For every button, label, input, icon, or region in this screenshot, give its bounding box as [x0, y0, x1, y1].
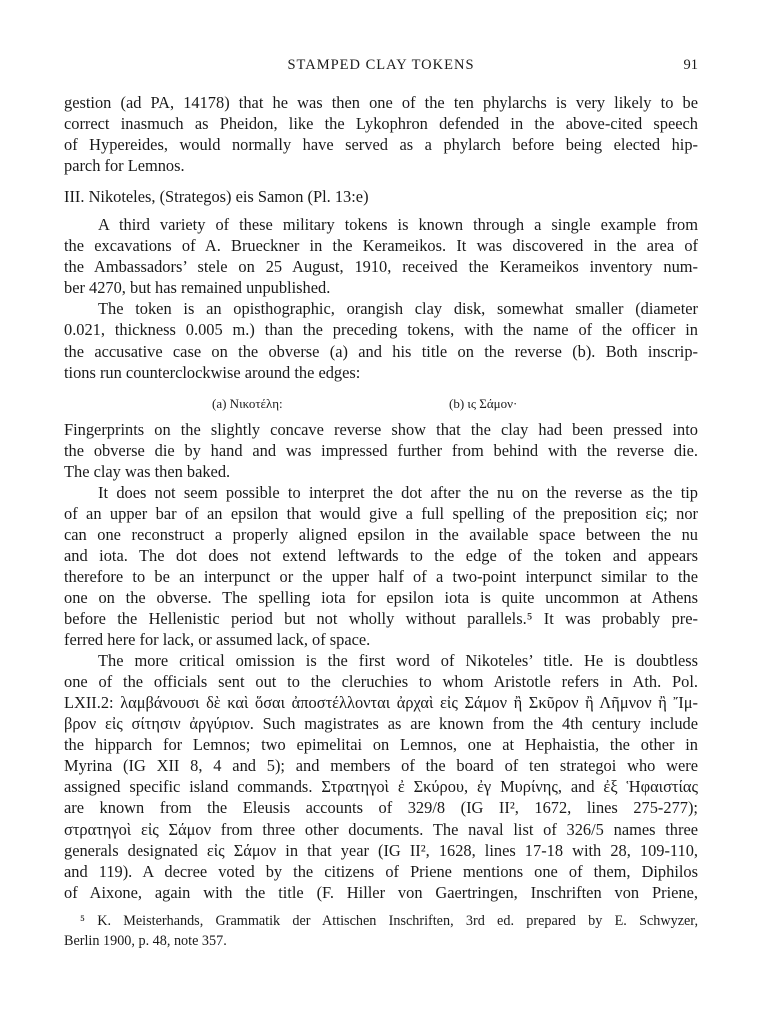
text-line: assigned specific island commands. Στρατηγοὶ ἐ Σκύρου, ἐγ Μυρίνης, and ἐξ Ἡφαιστίας: [64, 777, 698, 797]
text-line: of Hypereides, would normally have served as a phylarch before being elected hip-: [64, 135, 698, 155]
paragraph: [64, 482, 698, 650]
running-header: [64, 57, 698, 77]
inscription-quote: [64, 390, 698, 412]
text-line: parch for Lemnos.: [64, 156, 185, 176]
text-line: ferred here for lack, or assumed lack, of space.: [64, 630, 371, 650]
inscription-reverse: (b) ις Σάμον·: [449, 395, 518, 411]
text-line: ber 4270, but has remained unpublished.: [64, 278, 331, 298]
text-line: Myrina (IG XII 8, 4 and 5); and members of the board of ten strategoi who were: [64, 756, 698, 776]
text-line: The more critical omission is the first word of Nikoteles’ title. He is doubtless: [98, 651, 698, 671]
running-title: STAMPED CLAY TOKENS: [287, 57, 475, 73]
text-line: βρον εἰς σίτησιν ἀργύριον. Such magistrates as are known from the 4th century include: [64, 714, 698, 734]
text-line: tions run counterclockwise around the edges:: [64, 362, 361, 382]
text-line: the Ambassadors’ stele on 25 August, 1910, received the Kerameikos inventory num-: [64, 257, 698, 277]
text-line: one of the officials sent out to the cleruchies to whom Aristotle refers in Ath. Pol.: [64, 672, 698, 692]
footnote-line: Berlin 1900, p. 48, note 357.: [64, 933, 227, 949]
text-line: therefore to be an interpunct or the upper half of a two-point interpunct similar to the: [64, 566, 698, 586]
paragraph: [64, 298, 698, 382]
text-line: are known from the Eleusis accounts of 329/8 (IG II², 1672, lines 275-277);: [64, 798, 698, 818]
text-line: correct inasmuch as Pheidon, like the Lykophron defended in the above-cited speech: [64, 114, 698, 134]
section-heading: [64, 186, 698, 207]
text-line: gestion (ad PA, 14178) that he was then one of the ten phylarchs is very likely to be: [64, 93, 698, 112]
inscription-obverse: (a) Νικοτέλη:: [212, 395, 283, 411]
text-line: of an upper bar of an epsilon that would give a full spelling of the preposition εἰς; nor: [64, 503, 698, 523]
text-line: one on the obverse. The spelling iota for epsilon iota is quite uncommon at Athens: [64, 587, 698, 607]
text-line: and 119). A decree voted by the citizens of Priene mentions one of them, Diphilos: [64, 861, 698, 881]
text-line: the hipparch for Lemnos; two epimelitai on Lemnos, one at Hephaistia, the other in: [64, 735, 698, 755]
paragraph: [64, 419, 698, 482]
text-line: The token is an opisthographic, orangish clay disk, somewhat smaller (diameter: [98, 299, 698, 319]
text-line: A third variety of these military tokens is known through a single example from: [98, 215, 698, 235]
text-line: and iota. The dot does not extend leftwards to the edge of the token and appears: [64, 545, 698, 565]
text-line: The clay was then baked.: [64, 461, 231, 481]
page-number: 91: [683, 57, 698, 73]
text-line: στρατηγοὶ εἰς Σάμον from three other documents. The naval list of 326/5 names three: [64, 819, 698, 839]
text-line: can one reconstruct a properly aligned epsilon in the available space between the nu: [64, 524, 698, 544]
text-line: LXII.2: λαμβάνουσι δὲ καὶ ὅσαι ἀποστέλλονται ἀρχαὶ εἰς Σάμον ἢ Σκῦρον ἢ Λῆμνον ἢ Ἴμ-: [64, 693, 698, 713]
text-line: Fingerprints on the slightly concave reverse show that the clay had been pressed into: [64, 419, 698, 439]
section-heading-text: III. Nikoteles, (Strategos) eis Samon (Pl. 13:e): [64, 187, 369, 207]
paragraph: [64, 650, 698, 903]
text-line: the accusative case on the obverse (a) and his title on the reverse (b). Both inscrip-: [64, 341, 698, 361]
text-line: of Aixone, again with the title (F. Hiller von Gaertringen, Inschriften von Priene,: [64, 882, 698, 902]
text-line: the excavations of A. Brueckner in the Kerameikos. It was discovered in the area of: [64, 236, 698, 256]
paragraph: [64, 92, 698, 176]
body-text: [64, 92, 698, 903]
text-line: before the Hellenistic period but not wholly without parallels.⁵ It was probably pre-: [64, 609, 698, 629]
text-line: generals designated εἰς Σάμον in that year (IG II², 1628, lines 17-18 with 28, 109-110,: [64, 840, 698, 860]
text-line: the obverse die by hand and was impressed further from behind with the reverse die.: [64, 440, 698, 460]
text-line: It does not seem possible to interpret the dot after the nu on the reverse as the tip: [98, 482, 698, 502]
text-line: 0.021, thickness 0.005 m.) than the preceding tokens, with the name of the officer in: [64, 320, 698, 340]
paragraph: [64, 214, 698, 298]
footnote-line: ⁵ K. Meisterhands, Grammatik der Attischen Inschriften, 3rd ed. prepared by E. Schwyzer,: [80, 913, 698, 929]
footnote: [64, 911, 698, 951]
